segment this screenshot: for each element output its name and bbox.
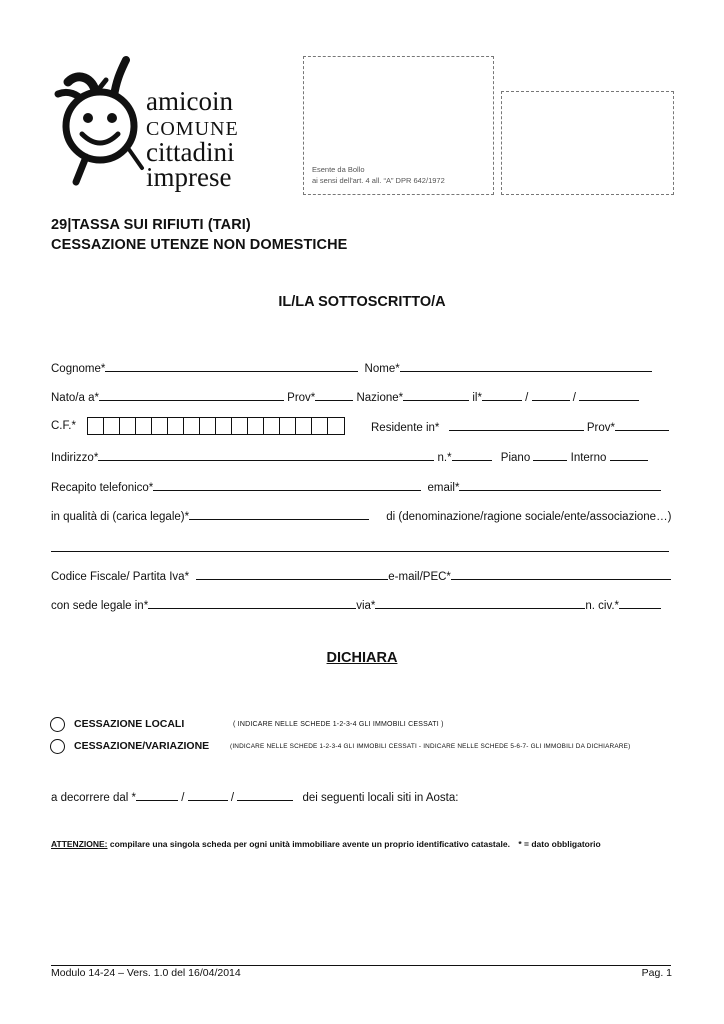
telefono-label: Recapito telefonico* bbox=[51, 482, 154, 494]
cf-cell[interactable] bbox=[264, 418, 280, 434]
nome-label: Nome* bbox=[364, 363, 400, 375]
birth-year-field[interactable] bbox=[579, 389, 639, 401]
cf-cell[interactable] bbox=[104, 418, 120, 434]
row-tax bbox=[51, 568, 671, 583]
piano-label: Piano bbox=[500, 452, 531, 464]
interno-label: Interno bbox=[570, 452, 607, 464]
footer-form-id: Modulo 14-24 – Vers. 1.0 del 16/04/2014 bbox=[51, 967, 241, 979]
via-field[interactable] bbox=[375, 597, 585, 609]
stamp-note-line-1: Esente da Bollo bbox=[312, 165, 365, 174]
email-field[interactable] bbox=[459, 479, 661, 491]
residence-prov-field[interactable] bbox=[615, 419, 669, 431]
page-title-line-2: CESSAZIONE UTENZE NON DOMESTICHE bbox=[51, 237, 348, 253]
attention-text: compilare una singola scheda per ogni unità immobiliare avente un proprio identificativo catastale. bbox=[107, 839, 510, 849]
nato-label: Nato/a a* bbox=[51, 392, 99, 404]
row-address bbox=[51, 449, 648, 464]
nazione-label: Nazione* bbox=[356, 392, 404, 404]
row-role bbox=[51, 508, 671, 523]
piano-field[interactable] bbox=[533, 449, 567, 461]
birth-day-field[interactable] bbox=[482, 389, 522, 401]
row-cf bbox=[51, 417, 345, 435]
cf-grid[interactable] bbox=[87, 417, 345, 435]
birthplace-field[interactable] bbox=[99, 389, 284, 401]
row-birth bbox=[51, 389, 639, 404]
logo-line-3: cittadini bbox=[146, 137, 235, 167]
nazione-field[interactable] bbox=[403, 389, 469, 401]
via-label: via* bbox=[356, 600, 376, 612]
logo-line-2: COMUNE bbox=[146, 118, 239, 140]
cf-cell[interactable] bbox=[280, 418, 296, 434]
attention-note bbox=[51, 839, 601, 849]
cf-cell[interactable] bbox=[248, 418, 264, 434]
cf-cell[interactable] bbox=[216, 418, 232, 434]
option-note-cessazione: ( INDICARE NELLE SCHEDE 1-2-3-4 GLI IMMOBILI CESSATI ) bbox=[233, 721, 444, 728]
cf-cell[interactable] bbox=[200, 418, 216, 434]
logo bbox=[48, 52, 248, 197]
residence-field[interactable] bbox=[449, 419, 584, 431]
role-field[interactable] bbox=[189, 508, 369, 520]
logo-line-4: imprese bbox=[146, 162, 232, 192]
row-headquarters bbox=[51, 597, 661, 612]
dichiara-heading: DICHIARA bbox=[326, 650, 398, 666]
company-name-field[interactable] bbox=[51, 551, 669, 552]
attention-title: ATTENZIONE: bbox=[51, 839, 108, 849]
cf-cell[interactable] bbox=[136, 418, 152, 434]
phone-field[interactable] bbox=[153, 479, 421, 491]
cf-cell[interactable] bbox=[88, 418, 104, 434]
residente-label: Residente in* bbox=[371, 422, 440, 434]
date-separator: / bbox=[230, 792, 235, 804]
date-separator: / bbox=[572, 392, 576, 404]
decorrenza-day-field[interactable] bbox=[136, 789, 178, 801]
option-label-cessazione: CESSAZIONE LOCALI bbox=[74, 718, 185, 730]
email-label: email* bbox=[427, 482, 460, 494]
cf-cell[interactable] bbox=[232, 418, 248, 434]
cf-cell[interactable] bbox=[152, 418, 168, 434]
denominazione-label: di (denominazione/ragione sociale/ente/associazione…) bbox=[386, 511, 672, 523]
option-radio-variazione[interactable] bbox=[50, 739, 65, 754]
interno-field[interactable] bbox=[610, 449, 648, 461]
page-title-line-1: 29|TASSA SUI RIFIUTI (TARI) bbox=[51, 217, 251, 233]
decorrenza-month-field[interactable] bbox=[188, 789, 228, 801]
pec-label: e-mail/PEC* bbox=[388, 571, 451, 583]
sede-field[interactable] bbox=[148, 597, 356, 609]
date-separator: / bbox=[181, 792, 185, 804]
piva-field[interactable] bbox=[196, 568, 388, 580]
decorrenza-suffix: dei seguenti locali siti in Aosta: bbox=[302, 792, 459, 804]
cognome-field[interactable] bbox=[105, 360, 358, 372]
nome-field[interactable] bbox=[400, 360, 652, 372]
date-separator: / bbox=[525, 392, 529, 404]
prov-label: Prov* bbox=[287, 392, 316, 404]
smiley-logo-icon bbox=[48, 52, 148, 192]
address-field[interactable] bbox=[98, 449, 434, 461]
option-label-variazione: CESSAZIONE/VARIAZIONE bbox=[74, 740, 210, 752]
cf-label: C.F.* bbox=[51, 420, 76, 433]
cf-cell[interactable] bbox=[120, 418, 136, 434]
cf-cell[interactable] bbox=[184, 418, 200, 434]
qualita-label: in qualità di (carica legale)* bbox=[51, 511, 190, 523]
stamp-box bbox=[303, 56, 494, 195]
cognome-label: Cognome* bbox=[51, 363, 106, 375]
mandatory-legend: * = dato obbligatorio bbox=[518, 839, 601, 849]
piva-label: Codice Fiscale/ Partita Iva* bbox=[51, 571, 190, 583]
prov2-label: Prov* bbox=[586, 422, 615, 434]
row-residence bbox=[371, 419, 669, 434]
cf-cell[interactable] bbox=[296, 418, 312, 434]
footer-page-number: Pag. 1 bbox=[641, 967, 672, 979]
option-radio-cessazione[interactable] bbox=[50, 717, 65, 732]
logo-line-1: amicoin bbox=[146, 86, 233, 116]
sede-label: con sede legale in* bbox=[51, 600, 149, 612]
numero-label: n.* bbox=[437, 452, 452, 464]
row-name bbox=[51, 360, 652, 375]
civ-label: n. civ.* bbox=[585, 600, 620, 612]
prov-field[interactable] bbox=[315, 389, 353, 401]
cf-cell[interactable] bbox=[312, 418, 328, 434]
pec-field[interactable] bbox=[451, 568, 671, 580]
footer-rule bbox=[51, 965, 671, 966]
civ-field[interactable] bbox=[619, 597, 661, 609]
numero-field[interactable] bbox=[452, 449, 492, 461]
il-label: il* bbox=[472, 392, 482, 404]
cf-cell[interactable] bbox=[168, 418, 184, 434]
section-heading: IL/LA SOTTOSCRITTO/A bbox=[278, 294, 446, 310]
protocol-box bbox=[501, 91, 674, 195]
row-contacts bbox=[51, 479, 661, 494]
option-note-variazione: (INDICARE NELLE SCHEDE 1-2-3-4 GLI IMMOBILI CESSATI - INDICARE NELLE SCHEDE 5-6-7- GLI IMMOBILI DA DICHIARARE) bbox=[230, 743, 631, 750]
birth-month-field[interactable] bbox=[532, 389, 570, 401]
decorrenza-year-field[interactable] bbox=[237, 789, 293, 801]
indirizzo-label: Indirizzo* bbox=[51, 452, 99, 464]
row-decorrenza bbox=[51, 789, 458, 804]
cf-cell[interactable] bbox=[328, 418, 344, 434]
decorrenza-label: a decorrere dal * bbox=[51, 792, 137, 804]
stamp-note-line-2: ai sensi dell'art. 4 all. “A” DPR 642/1972 bbox=[312, 176, 445, 185]
